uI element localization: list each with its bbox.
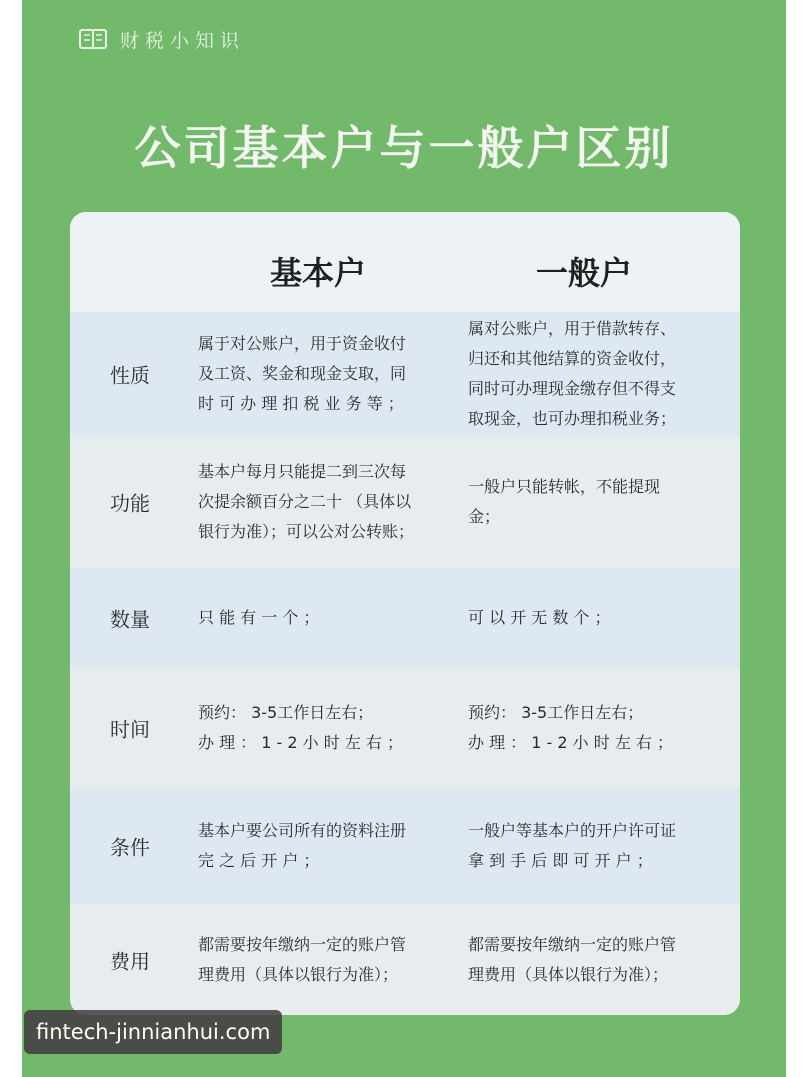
table-row-condition [70,788,740,904]
cell-general: 属对公账户，用于借款转存、 归还和其他结算的资金收付， 同时可办理现金缴存但不得支 取现金，也可办理扣税业务； [468,319,677,428]
table-row-quantity [70,568,740,668]
cell-general: 预约： 3-5工作日左右； 办 理 ： 1 - 2 小 时 左 右 ； [468,703,673,752]
header [78,24,245,54]
row-label: 功能 [110,491,150,516]
cell-general: 可 以 开 无 数 个 ； [468,608,611,627]
cell-basic: 都需要按年缴纳一定的账户管 理费用（具体以银行为准）； [198,934,407,984]
cell-basic: 基本户要公司所有的资料注册 完 之 后 开 户 ； [198,821,407,870]
row-label: 性质 [110,363,150,388]
cell-general: 一般户等基本户的开户许可证 拿 到 手 后 即 可 开 户 ； [468,821,677,870]
table-header [70,212,740,312]
cell-general: 一般户只能转帐，不能提现 金； [468,477,661,526]
column-header-basic: 基本户 [269,254,366,292]
row-label: 时间 [110,717,150,742]
poster [22,0,786,1077]
cell-basic: 预约： 3-5工作日左右； 办 理 ： 1 - 2 小 时 左 右 ； [198,703,403,752]
table-row-function [70,436,740,568]
cell-basic: 只 能 有 一 个 ； [198,608,320,627]
cell-general: 都需要按年缴纳一定的账户管 理费用（具体以银行为准）； [468,934,677,984]
comparison-table [70,212,740,1015]
column-header-general: 一般户 [535,254,632,292]
cell-basic: 属于对公账户，用于资金收付 及工资、奖金和现金支取，同 时 可 办 理 扣 税 业 务 等 ； [198,334,407,413]
book-icon [78,27,108,51]
table-row-fee [70,904,740,1015]
watermark-url: fintech-jinnianhui.com [24,1010,282,1054]
table-row-time [70,668,740,788]
row-label: 条件 [110,835,150,860]
table-row-nature [70,312,740,436]
page-title: 公司基本户与一般户区别 [134,121,674,175]
cell-basic: 基本户每月只能提二到三次每 次提余额百分之二十 （具体以 银行为准）；可以公对公转账； [198,462,415,541]
row-label: 数量 [110,607,150,632]
header-label: 财税小知识 [120,29,246,52]
row-label: 费用 [110,949,150,973]
